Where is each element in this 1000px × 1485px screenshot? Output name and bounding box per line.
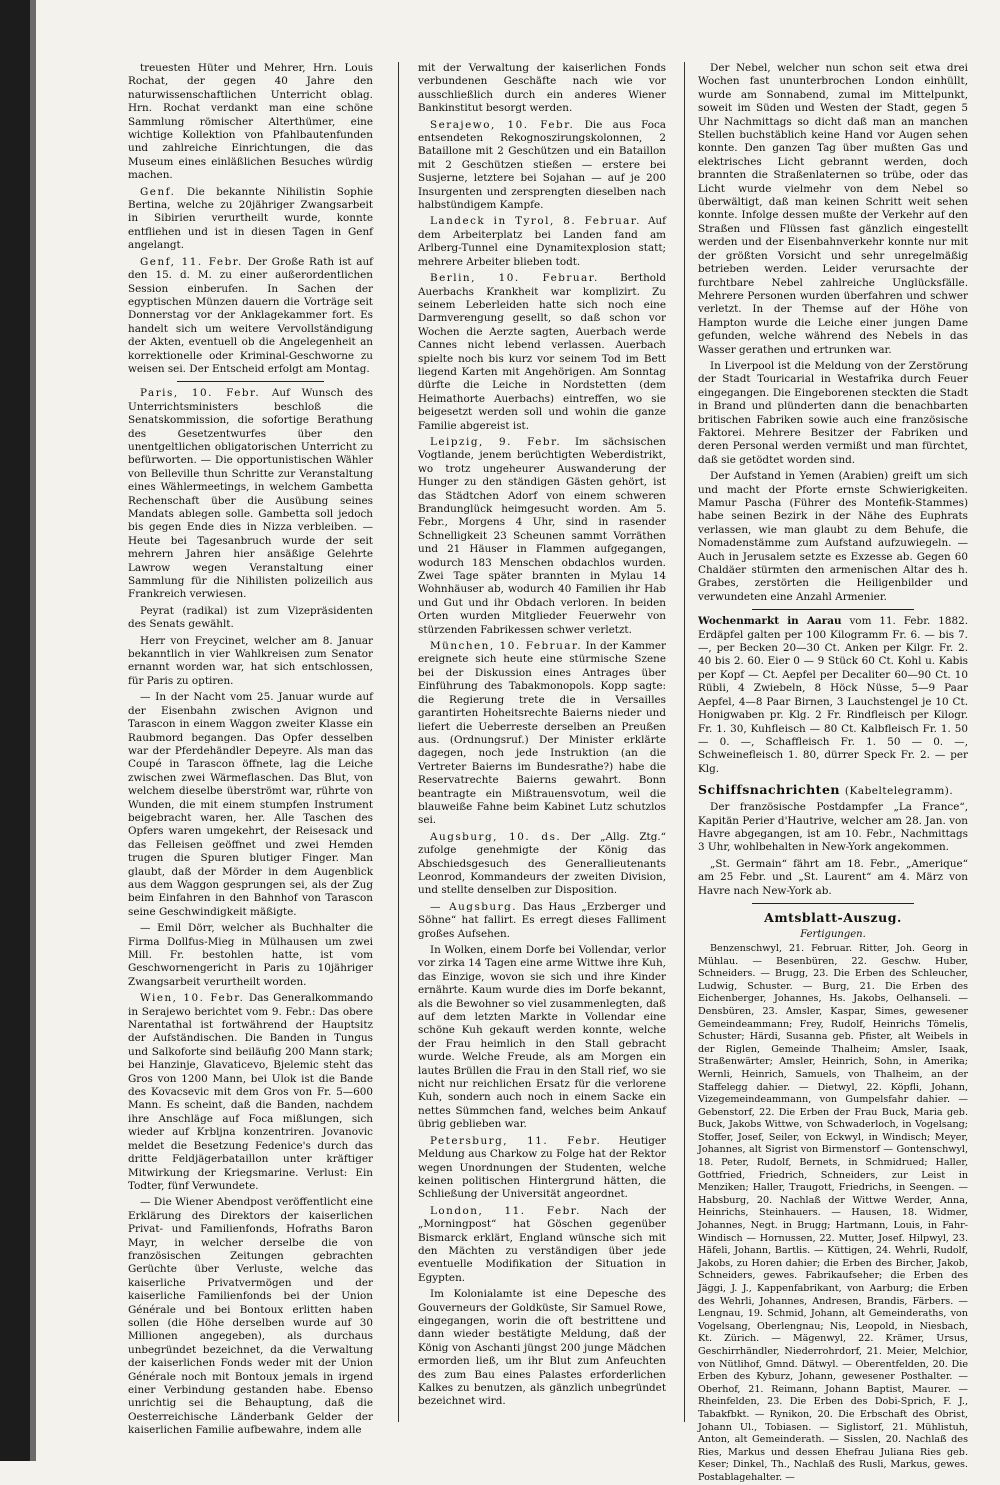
amtsblatt-subtitle: Fertigungen. <box>800 928 866 940</box>
article-text: Der Nebel, welcher nun schon seit etwa drei Wochen fast ununterbrochen London einhüllt, wurde am Sonnabend, zumal im Mittelpunkt, soweit im Süden und Westen der Stadt, gegen 5 Uhr Nachmittags so dicht daß man an manchen Stellen buchstäblich keine Hand vor Augen sehen konnte. Den ganzen Tag über mußten Gas und elektrisches Licht gebrannt werden, doch brannten die Straßenlaternen so trübe, oder das Licht wurde vielmehr von dem Nebel so überwältigt, daß man keinen Schritt weit sehen konnte. Infolge dessen mußte der Verkehr auf den Straßen und Flüssen fast gänzlich eingestellt werden und der Eisenbahnverkehr konnte nur mit der größten Vorsicht und sehr unregelmäßig betrieben werden. Leider verursachte der furchtbare Nebel zahlreiche Unglücksfälle. Mehrere Personen wurden überfahren und schwer verletzt. In der Themse auf der Höhe von Hampton wurde die Leiche einer jungen Dame gefunden, welche während des Nebels in das Wasser gerathen und ertrunken war. <box>698 62 968 356</box>
dateline: Genf. <box>140 185 176 198</box>
dateline: Wien, 10. Febr. <box>140 992 245 1005</box>
article-paragraph <box>128 691 373 919</box>
scan-binding-shadow <box>30 0 36 1461</box>
article-text: Auf dem Arbeiterplatz bei Landen fand am Arlberg-Tunnel eine Dynamitexplosion statt; mehrere Arbeiter blieben todt. <box>418 215 666 268</box>
scan-binding-edge <box>0 0 30 1461</box>
amtsblatt-text: Benzenschwyl, 21. Februar. Ritter, Joh. Georg in Mühlau. — Besenbüren, 22. Geschw. Huber, Schneiders. — Brugg, 23. Die Erben des Schleucher, Ludwig, Schuster. — Burg, 21. Die Erben des Eichenberger, Johannes, Hs. Jakobs, Oelhanseli. — Densbüren, 23. Amsler, Kaspar, Simes, gewesener Gemeindeammann; Frey, Rudolf, Heinrichs Tömelis, Schuster; Härdi, Susanna geb. Pfister, alt Weibels in der Riglen, Gemeinde Thalheim; Amsler, Isaak, Straßenwärter; Amsler, Heinrich, Sohn, in Amerika; Wernli, Heinrich, Samuels, von Thalheim, an der Staffelegg dahier. — Dietwyl, 22. Köpfli, Johann, Vizegemeindeammann, von Gumpelsfahr dahier. — Gebenstorf, 22. Die Erben der Frau Buck, Maria geb. Buck, Jakobs Wittwe, von Schwaderloch, in Vogelsang; Stoffer, Josef, Seiler, von Eckwyl, in Windisch; Meyer, Johannes, alt Sigrist von Birmenstorf — Gontenschwyl, 18. Peter, Rudolf, Bernets, in Schmidrued; Haller, Gottfried, Friedrich, Schneiders, zur Leist in Menziken; Haller, Traugott, Friedrichs, in Seengen. — Habsburg, 20. Nachlaß der Wittwe Werder, Anna, Heinrichs, Steinhauers. — Hausen, 18. Widmer, Johannes, Negt. in Brugg; Hartmann, Louis, in Fahr-Windisch — Hornussen, 22. Mutter, Josef. Hilpwyl, 23. Häfeli, Johann, Bartlis. — Küttigen, 24. Wehrli, Rudolf, Jakobs, zu Horen dahier; die Erben des Bircher, Jakob, Schneiders, gewes. Fabrikaufseher; die Erben des Jäggi, J. J., Kappenfabrikant, von Aarburg; die Erben des Wehrli, Johannes, Andresen, Brandis, Färbers. — Lengnau, 19. Schmid, Johann, alt Gemeinderaths, von Vogelsang, Oberlengnau; Nis, Leopold, in Niesbach, Kt. Zürich. — Mägenwyl, 22. Krämer, Ursus, Geschirrhändler, Niederrohrdorf, 21. Meier, Melchior, von Nütlihof, Gmnd. Dätwyl. — Oberentfelden, 20. Die Erben des Kyburz, Johann, gewesener Posthalter. — Oberhof, 21. Reimann, Johann Baptist, Maurer. — Rheinfelden, 23. Die Erben des Dobi-Sprich, F. J., Tabakfbkt. — Rynikon, 20. Die Erbschaft des Obrist, Johann Ul., Tobiasen. — Siglistorf, 21. Mühlistuh, Anton, alt Gemeinderath. — Sisslen, 20. Nachlaß des Ries, Markus und dessen Ehefrau Juliana Ries geb. Keser; Dinkel, Th., Nachlaß des Rusli, Markus, gewes. Postablagehalter. — <box>698 942 968 1483</box>
article-paragraph <box>418 831 666 898</box>
column-right <box>698 62 968 1483</box>
column-rule <box>398 62 399 1422</box>
ships-paragraph: Der französische Postdampfer „La France“, Kapitän Perier d'Hautrive, welcher am 28. Jan. von Havre abgegangen, ist am 10. Febr., Nachmittags 3 Uhr, wohlbehalten in New-York angekommen. <box>698 801 968 854</box>
article-text: Peyrat (radikal) ist zum Vizepräsidenten des Senats gewählt. <box>128 604 373 631</box>
newspaper-page <box>128 62 968 1483</box>
article-paragraph <box>128 387 373 602</box>
dateline: Paris, 10. Febr. <box>140 387 261 400</box>
article-paragraph <box>418 62 666 116</box>
dateline: Genf, 11. Febr. <box>140 255 243 268</box>
article-paragraph <box>418 1288 666 1409</box>
article-paragraph <box>128 635 373 689</box>
article-text: Das Generalkommando in Serajewo berichtet vom 9. Febr.: Das obere Narentathal ist fortwährend der Hauptsitz der Aufständischen. Die Banden in Tungus und Salkoforte sind beiläufig 200 Mann stark; bei Hanzinje, Glavaticevo, Bjelemic steht das Gros von 1200 Mann, bei Ulok ist die Bande des Kovacsevic mit dem Gros von Fr. 5—600 Mann. Es scheint, daß die Banden, nachdem ihre Anschläge auf Foca mißlungen, sich wieder auf Krbljna konzentriren. Jovanovic meldet die Besetzung Fedenice's durch das dritte Feldjägerbataillon unter kräftiger Mitwirkung der Kriegsmarine. Verlust: Ein Todter, fünf Verwundete. <box>128 992 373 1192</box>
article-paragraph <box>418 215 666 269</box>
amtsblatt-body <box>698 943 968 1485</box>
article-paragraph <box>418 119 666 213</box>
column-rule <box>684 62 685 1422</box>
separator-rule <box>752 903 914 904</box>
article-paragraph <box>418 901 666 941</box>
ships-subtitle: (Kabeltelegramm). <box>844 785 954 798</box>
article-paragraph <box>698 470 968 604</box>
article-text: Im sächsischen Vogtlande, jenem berüchtigten Weberdistrikt, wo trotz ungeheurer Auswanderung der Hunger zu den ständigen Gästen gehört, ist das Städtchen Adorf von einem schweren Brandunglück heimgesucht worden. Am 5. Febr., Morgens 4 Uhr, sind in rasender Schnelligkeit 23 Scheunen sammt Vorräthen und 21 Häuser in Flammen aufgegangen, wodurch 183 Menschen obdachlos wurden. Zwei Tage später brannten in Mylau 14 Wohnhäuser ab, wodurch 40 Familien ihr Hab und Gut und ihr Obdach verloren. In beiden Orten wurden Mitglieder Feuerwehr von stürzenden Fabrikessen schwer verletzt. <box>418 435 666 636</box>
ships-heading <box>698 782 968 797</box>
article-text: Der Große Rath ist auf den 15. d. M. zu einer außerordentlichen Session einberufen. In Sachen der egyptischen Münzen dauern die Vorträge seit Donnerstag vor der Anklagekammer fort. Es handelt sich um weitere Vervollständigung der Akten, eventuell ob die Angelegenheit an korrektionelle oder Kriminal-Geschworne zu weisen sei. Der Entscheid erfolgt am Montag. <box>128 255 374 375</box>
article-text: In Wolken, einem Dorfe bei Vollendar, verlor vor zirka 14 Tagen eine arme Wittwe ihre Kuh, das Einzige, wovon sie sich und ihre Kinder ernährte. Kaum wurde dies im Dorfe bekannt, als die Bewohner so viel zusammenlegten, daß auf dem letzten Markte in Vollendar eine schöne Kuh gekauft werden konnte, welche der Frau heimlich in den Stall gebracht wurde. Welche Freude, als am Morgen ein lautes Brüllen die Frau in den Stall rief, wo sie nicht nur reichlichen Ersatz für die verlorene Kuh, sondern auch noch in einem Sacke ein nettes Sümmchen fand, welches beim Ankauf übrig geblieben war. <box>418 944 666 1131</box>
dateline: London, 11. Febr. <box>430 1204 581 1217</box>
article-text: — Emil Dörr, welcher als Buchhalter die Firma Dollfus-Mieg in Mülhausen um zwei Mill. Fr. bestohlen hatte, ist vom Geschwornengericht in Paris zu 10jähriger Zwangsarbeit verurtheilt worden. <box>128 922 373 988</box>
article-text: Die aus Foca entsendeten Rekognoszirungskolonnen, 2 Bataillone mit 2 Geschützen und ein Bataillon mit 2 Geschützen stießen — erstere bei Susjerne, letztere bei Sojahan — auf je 200 Insurgenten und zersprengten dieselben nach halbstündigem Kampfe. <box>418 118 666 212</box>
article-paragraph <box>698 62 968 357</box>
news-section <box>698 62 968 604</box>
dateline: Leipzig, 9. Febr. <box>430 435 562 448</box>
article-paragraph <box>418 272 666 433</box>
dateline: Petersburg, 11. Febr. <box>430 1134 602 1147</box>
article-paragraph <box>128 256 373 377</box>
article-paragraph <box>128 1196 373 1437</box>
separator-rule <box>177 381 324 382</box>
article-text: Der Aufstand in Yemen (Arabien) greift um sich und macht der Pforte ernste Schwierigkeiten. Mamur Pascha (Führer des Montefik-Stammes) habe seinen Bezirk in der Nähe des Euphrats verlassen, wie man glaubt zu dem Behufe, die Nomadenstämme zum Aufstand aufzuwiegeln. — Auch in Jerusalem setzte es Exzesse ab. Gegen 60 Chaldäer stürmten den armenischen Altar des h. Grabes, zerstörten die Heiligenbilder und verwundeten eine Anzahl Armenier. <box>698 470 968 603</box>
separator-rule <box>752 609 914 610</box>
article-text: Berthold Auerbachs Krankheit war komplizirt. Zu seinem Leberleiden hatte sich noch eine Darmverengung gesellt, so daß schon vor Wochen die Aerzte sagten, Auerbach werde Cannes nicht lebend verlassen. Auerbach spielte noch bis kurz vor seinem Tod im Bett liegend Karten mit Angehörigen. Am Sonntag dürfte die Leiche in Nordstetten (dem Heimathorte Auerbachs) eintreffen, wo sie beigesetzt werden soll und wohin die ganze Familie abgereist ist. <box>418 272 666 432</box>
article-text: In der Kammer ereignete sich heute eine stürmische Szene bei der Diskussion eines Antrages über Einführung des Tabakmonopols. Kopp sagte: die Regierung trete die in Versailles garantirten Hoheitsrechte Baierns nieder und liefert die Ueberreste derselben an Preußen aus. (Ordnungsruf.) Der Minister erklärte dagegen, noch jede Instruktion (an die Vertreter Baierns im Bundesrathe?) habe die Reservatrechte Baierns gewahrt. Bonn beantragte ein Mißtrauensvotum, weil die blauweiße Fahne beim Kabinet Lutz schutzlos sei. <box>418 640 667 827</box>
article-paragraph <box>698 360 968 467</box>
article-text: Die bekannte Nihilistin Sophie Bertina, welche zu 20jähriger Zwangsarbeit in Sibirien verurtheilt wurde, konnte entfliehen und ist in diesen Tagen in Genf angelangt. <box>128 185 373 252</box>
column-middle <box>418 62 666 1422</box>
article-text: mit der Verwaltung der kaiserlichen Fonds verbundenen Geschäfte nach wie vor ausschließlich durch ein anderes Wiener Bankinstitut besorgt werden. <box>418 62 666 115</box>
article-text: treuesten Hüter und Mehrer, Hrn. Louis Rochat, der gegen 40 Jahre den naturwissenschaftlichen Unterricht oblag. Hrn. Rochat verdankt man eine schöne Sammlung römischer Alterthümer, eine wichtige Kollektion von Pfahlbautenfunden und zahlreiche Einrichtungen, die das Museum eines einläßlichen Besuches würdig machen. <box>128 62 373 182</box>
amtsblatt-title: Amtsblatt-Auszug. <box>764 909 902 925</box>
dateline: Landeck in Tyrol, 8. Februar. <box>430 215 641 228</box>
column-left <box>128 62 374 1437</box>
market-title: Wochenmarkt in Aarau <box>698 615 842 628</box>
article-text: Auf Wunsch des Unterrichtsministers beschloß die Senatskommission, die sofortige Berathung des Gesetzentwurfes über den unentgeltlichen obligatorischen Unterricht zu befürworten. — Die opportunistischen Wähler von Belleville thun Schritte zur Veranstaltung eines Wählermeetings, in welchem Gambetta Rechenschaft über die Ausübung seines Mandats ablegen solle. Gambetta soll jedoch bis gegen Ende dies in Nizza verbleiben. — Heute bei Tagesanbruch wurde der seit mehrern Jahren hier ansäßige Gelehrte Lawrow wegen Veranstaltung einer Sammlung für die Nihilisten polizeilich aus Frankreich verwiesen. <box>128 387 373 601</box>
article-text: Der „Allg. Ztg.“ zufolge genehmigte der König das Abschiedsgesuch des Generallieutenants Leonrod, Kommandeurs der zweiten Division, und stellte denselben zur Disposition. <box>418 830 666 897</box>
market-text: vom 11. Febr. 1882. Erdäpfel galten per 100 Kilogramm Fr. 6. — bis 7. —, per Becken 20—30 Ct. Anken per Kilgr. Fr. 2. 40 bis 2. 60. Eier 0 — 9 Stück 60 Ct. Kohl u. Kabis per Kopf — Ct. Aepfel per Decaliter 60—90 Ct. 10 Rübli, 4 Zwiebeln, 8 Höck Nüsse, 5—9 Paar Aepfel, 4—8 Paar Birnen, 3 Lauchstengel je 10 Ct. Honigwaben pr. Klg. 2 Fr. Rindfleisch per Kilogr. Fr. 1. 30, Kuhfleisch — 80 Ct. Kalbfleisch Fr. 1. 50 — 0. —, Schaffleisch Fr. 1. 50 — 0. —, Schweinefleisch 1. 80, dürrer Speck Fr. 2. — per Klg. <box>698 615 968 775</box>
article-text: Im Kolonialamte ist eine Depesche des Gouverneurs der Goldküste, Sir Samuel Rowe, eingegangen, worin die oft bestrittene und dann wieder bestätigte Meldung, daß der König von Aschanti jüngst 200 junge Mädchen ermorden ließ, um ihr Blut zum Anfeuchten des zum Bau eines Palastes erforderlichen Kalkes zu benutzen, als gänzlich unbegründet bezeichnet wird. <box>418 1288 666 1408</box>
market-paragraph <box>698 615 968 776</box>
market-report <box>698 615 968 776</box>
article-paragraph <box>128 62 373 183</box>
article-paragraph <box>418 640 666 828</box>
article-paragraph <box>418 436 666 637</box>
article-paragraph <box>128 922 373 989</box>
article-text: In Liverpool ist die Meldung von der Zerstörung der Stadt Touricarial in Westafrika durch Feuer eingegangen. Die Eingeborenen steckten die Stadt in Brand und plünderten dann die benachbarten britischen Fabriken sowie auch eine französische Faktorei. Mehrere Besitzer der Fabriken und deren Personal werden vermißt und man fürchtet, daß sie getödtet worden sind. <box>698 359 968 466</box>
dateline: München, 10. Februar. <box>430 640 583 653</box>
article-paragraph <box>128 186 373 253</box>
article-paragraph <box>128 605 373 632</box>
article-text: Herr von Freycinet, welcher am 8. Januar bekanntlich in vier Wahlkreisen zum Senator ernannt worden war, hat sich entschlossen, für Paris zu optiren. <box>128 634 373 687</box>
article-text: Das Haus „Erzberger und Söhne“ hat fallirt. Es erregt dieses Falliment großes Aufsehen. <box>418 900 667 940</box>
article-paragraph <box>418 1135 666 1202</box>
ships-title: Schiffsnachrichten <box>698 782 841 798</box>
article-text: — In der Nacht vom 25. Januar wurde auf der Eisenbahn zwischen Avignon und Tarascon in einem Waggon zweiter Klasse ein Raubmord begangen. Das Opfer desselben war der Pferdehändler Depeyre. Als man das Coupé in Tarascon öffnete, lag die Leiche zwischen zwei Wärmeflaschen. Das Blut, von welchem dieselbe überströmt war, rührte von Wunden, die mit einem stumpfen Instrument beigebracht waren, her. Alle Taschen des Opfers waren umgekehrt, der Reisesack und das Felleisen geöffnet und zwei Hemden trugen die Spuren blutiger Finger. Man glaubt, daß der Mörder in dem Augenblick aus dem Waggon gesprungen sei, als der Zug beim Einfahren in den Bahnhof von Tarascon seine Geschwindigkeit mäßigte. <box>128 691 373 918</box>
article-text: — Die Wiener Abendpost veröffentlicht eine Erklärung des Direktors der kaiserlichen Privat- und Familienfonds, Hofraths Baron Mayr, in welcher derselbe die von französischen Zeitungen gebrachten Gerüchte über Verluste, welche das kaiserliche Privatvermögen und der kaiserliche Familienfonds bei der Union Générale und bei Bontoux erlitten haben sollen (die Höhe derselben wurde auf 30 Millionen angegeben), als durchaus unbegründet bezeichnet, da die Verwaltung der kaiserlichen Fonds weder mit der Union Générale noch mit Bontoux jemals in irgend einer Verbindung gestanden habe. Ebenso unrichtig sei die Behauptung, daß die Oesterreichische Länderbank Gelder der kaiserlichen Familie aufbewahre, indem alle <box>128 1196 373 1437</box>
ships-paragraph: „St. Germain“ fährt am 18. Febr., „Amerique“ am 25 Febr. und „St. Laurent“ am 4. März von Havre nach New-York ab. <box>698 857 968 897</box>
article-paragraph <box>418 1205 666 1285</box>
dateline: Serajewo, 10. Febr. <box>430 118 575 131</box>
dateline: — Augsburg. <box>430 900 518 913</box>
dateline: Augsburg, 10. ds. <box>430 830 562 843</box>
article-text: Heutiger Meldung aus Charkow zu Folge hat der Rektor wegen Unordnungen der Studenten, welche keinen politischen Hintergrund hätten, die Schließung der Universität angeordnet. <box>418 1134 666 1201</box>
dateline: Berlin, 10. Februar. <box>430 272 599 285</box>
article-text: Nach der „Morningpost“ hat Göschen gegenüber Bismarck erklärt, England wünsche sich mit den Mächten zu verständigen über jede eventuelle Modifikation der Situation in Egypten. <box>418 1204 667 1284</box>
article-paragraph <box>418 944 666 1132</box>
article-paragraph <box>128 992 373 1193</box>
